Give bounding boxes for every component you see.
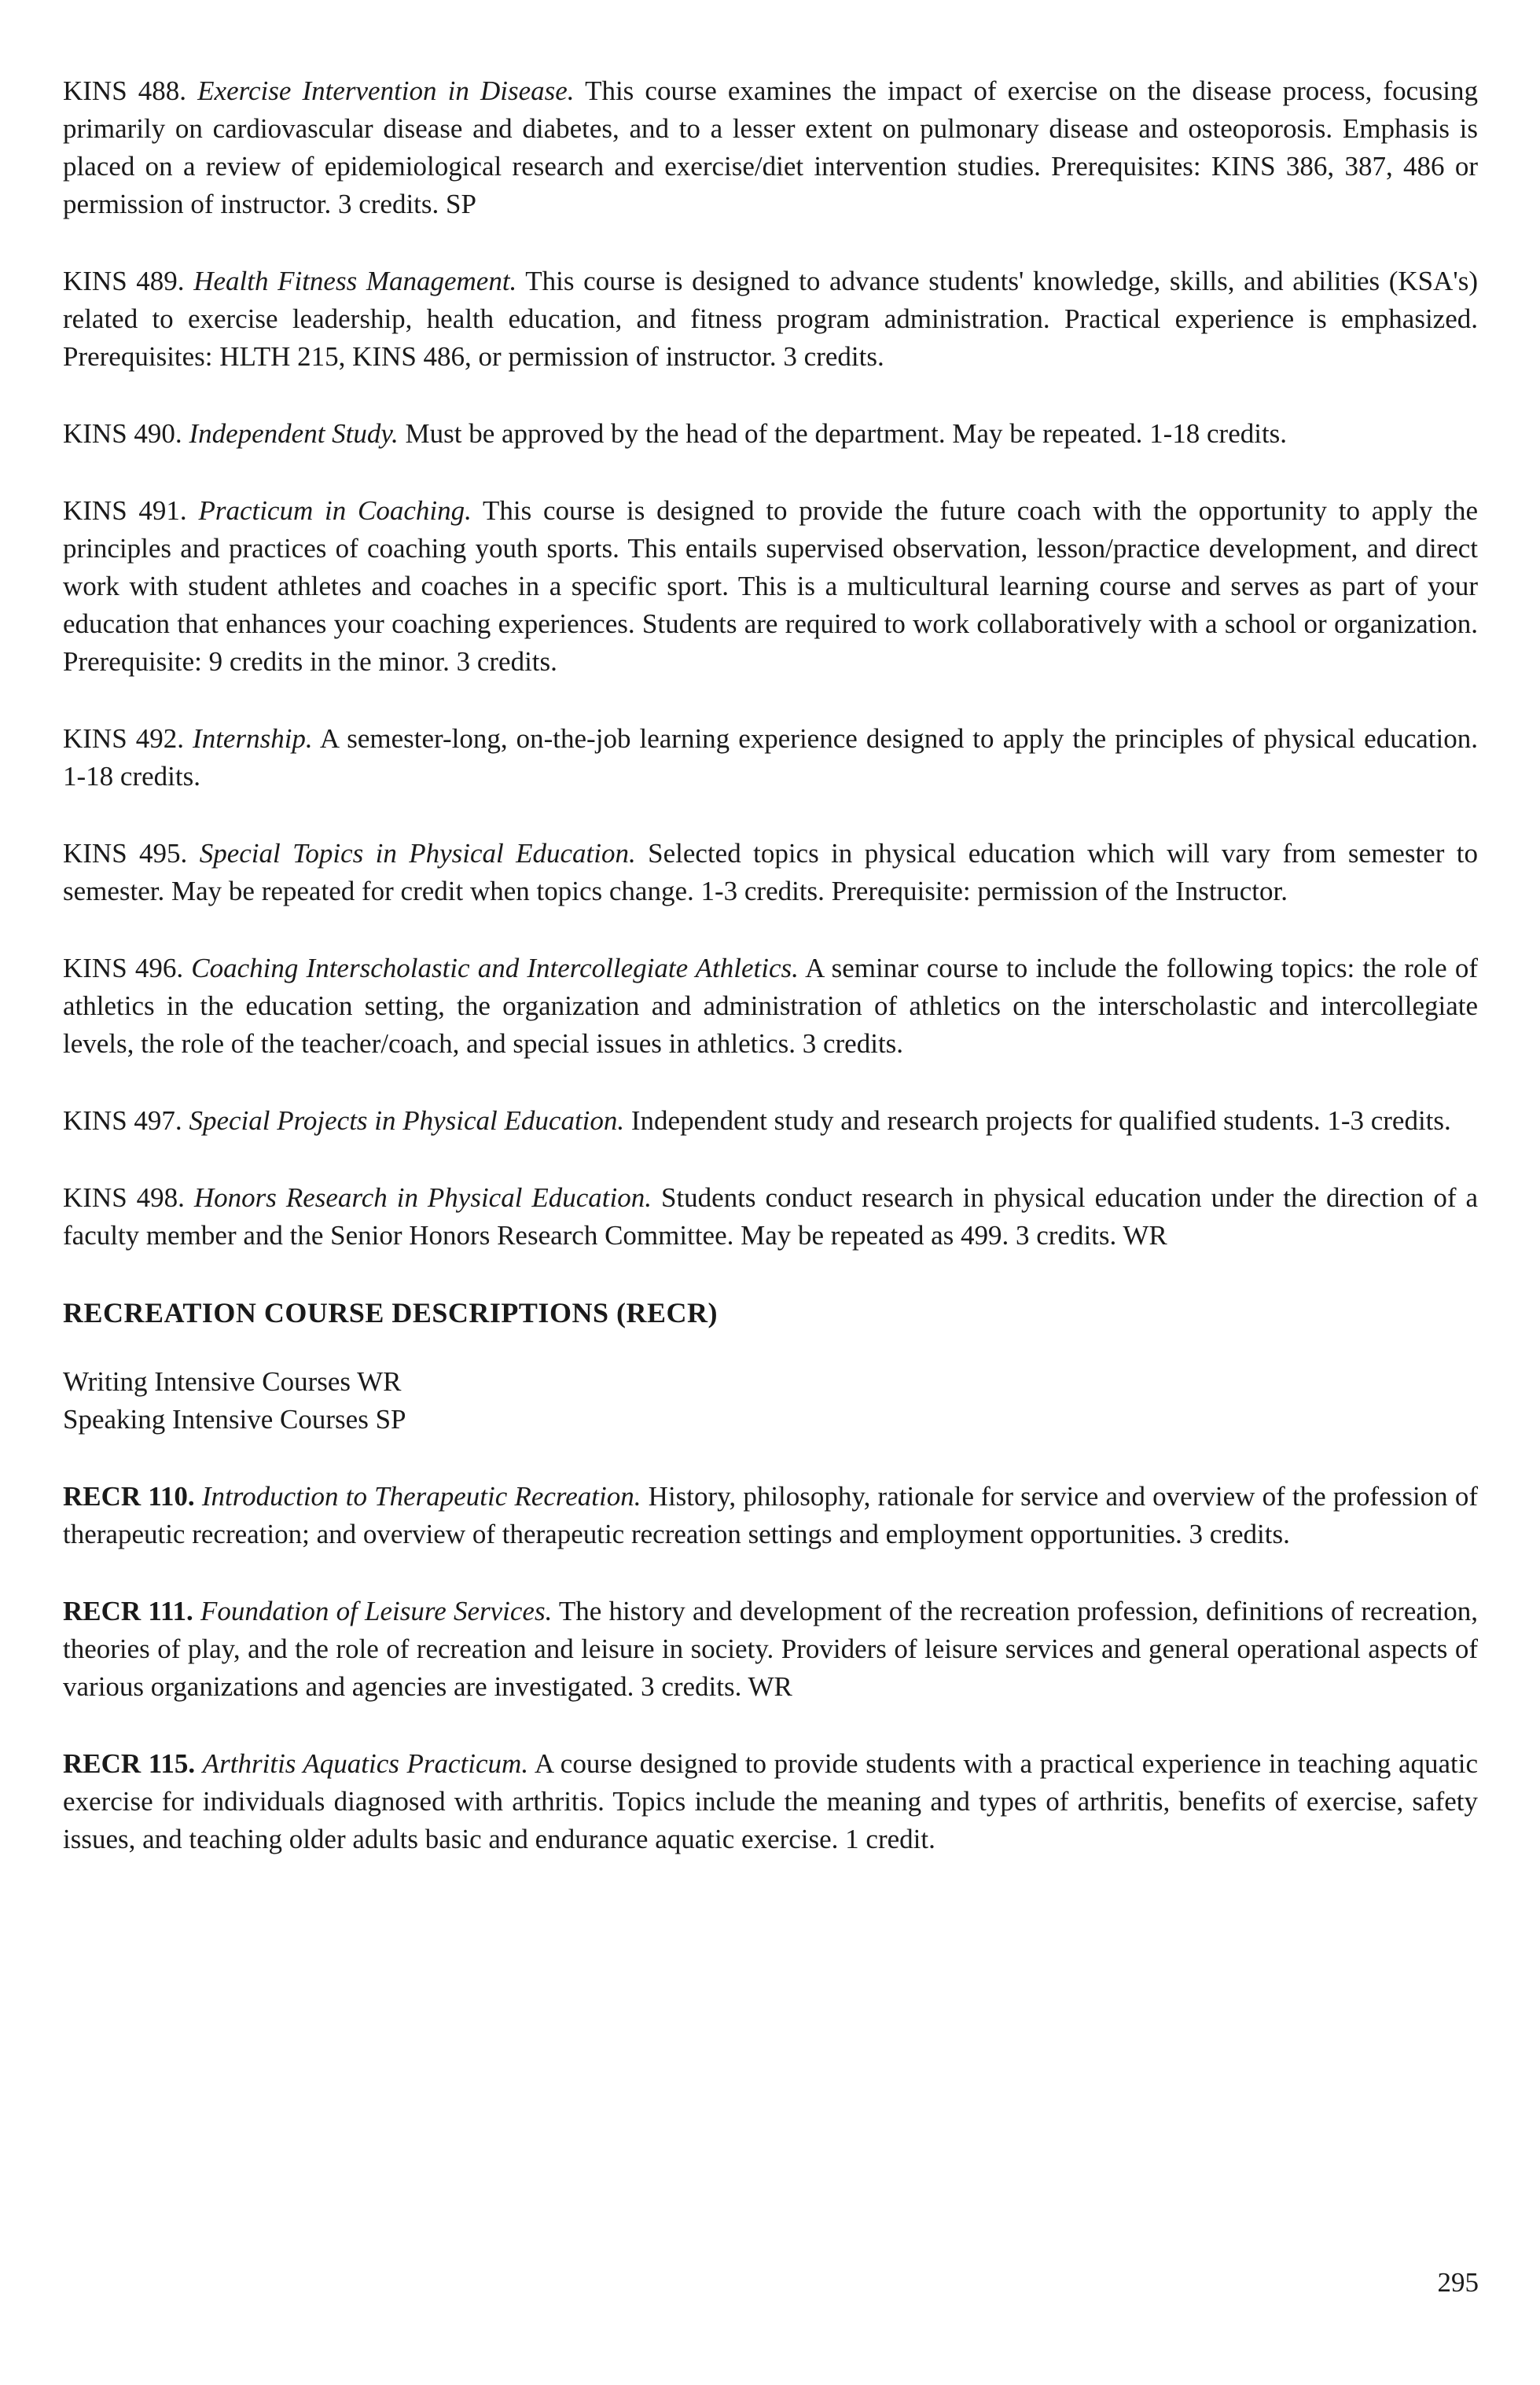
course-title: Introduction to Therapeutic Recreation. bbox=[201, 1481, 641, 1512]
course-title: Coaching Interscholastic and Intercollegiate Athletics. bbox=[191, 953, 799, 983]
course-legend bbox=[63, 1363, 1478, 1439]
course-title: Internship. bbox=[193, 723, 313, 754]
course-title: Exercise Intervention in Disease. bbox=[197, 75, 575, 106]
speaking-intensive-legend: Speaking Intensive Courses SP bbox=[63, 1404, 406, 1435]
course-description: This course examines the impact of exercise on the disease process, focusing primarily on cardiovascular disease and diabetes, and to a lesser extent on pulmonary disease and osteoporosis. Emphasis is placed on a review of epidemiological research and exercise/diet intervention studies. Prerequisites: KINS 386, 387, 486 or permission of instructor. 3 credits. SP bbox=[63, 75, 1478, 219]
writing-intensive-legend: Writing Intensive Courses WR bbox=[63, 1366, 402, 1397]
course-description: This course is designed to advance students' knowledge, skills, and abilities (KSA's) related to exercise leadership, health education, and fitness program administration. Practical experience is emphasized. Prerequisites: HLTH 215, KINS 486, or permission of instructor. 3 credits. bbox=[63, 266, 1478, 372]
course-code: KINS 497. bbox=[63, 1105, 182, 1136]
course-title: Foundation of Leisure Services. bbox=[200, 1596, 553, 1626]
course-entry-kins-498 bbox=[63, 1179, 1478, 1255]
course-code: KINS 491. bbox=[63, 495, 187, 526]
course-code: KINS 496. bbox=[63, 953, 184, 983]
course-entry-kins-496 bbox=[63, 950, 1478, 1063]
course-entry-recr-115 bbox=[63, 1745, 1478, 1858]
course-code: RECR 111. bbox=[63, 1596, 193, 1626]
course-entry-kins-495 bbox=[63, 835, 1478, 910]
course-description: The history and development of the recreation profession, definitions of recreation, theories of play, and the role of recreation and leisure in society. Providers of leisure services and general operational aspects of various organizations and agencies are investigated. 3 credits. WR bbox=[63, 1596, 1479, 1702]
course-code: KINS 495. bbox=[63, 838, 188, 869]
course-entry-recr-110 bbox=[63, 1478, 1478, 1553]
course-title: Special Topics in Physical Education. bbox=[199, 838, 636, 869]
course-code: KINS 498. bbox=[63, 1182, 185, 1213]
course-title: Honors Research in Physical Education. bbox=[193, 1182, 652, 1213]
course-description: Students conduct research in physical education under the direction of a faculty member and the Senior Honors Research Committee. May be repeated as 499. 3 credits. WR bbox=[63, 1182, 1478, 1251]
course-code: KINS 489. bbox=[63, 266, 185, 296]
catalog-page bbox=[63, 72, 1478, 1898]
course-entry-kins-497 bbox=[63, 1102, 1478, 1140]
course-description: This course is designed to provide the future coach with the opportunity to apply the principles and practices of coaching youth sports. This entails supervised observation, lesson/practice development, and direct work with student athletes and coaches in a specific sport. This is a multicultural learning course and serves as part of your education that enhances your coaching experiences. Students are required to work collaboratively with a school or organization. Prerequisite: 9 credits in the minor. 3 credits. bbox=[63, 495, 1478, 677]
course-entry-recr-111 bbox=[63, 1593, 1478, 1706]
course-entry-kins-489 bbox=[63, 263, 1478, 376]
course-description: A semester-long, on-the-job learning experience designed to apply the principles of physical education. 1-18 credits. bbox=[63, 723, 1478, 792]
course-description: Must be approved by the head of the department. May be repeated. 1-18 credits. bbox=[405, 418, 1288, 449]
course-title: Independent Study. bbox=[189, 418, 399, 449]
course-description: A course designed to provide students with a practical experience in teaching aquatic exercise for individuals diagnosed with arthritis. Topics include the meaning and types of arthritis, benefits of exercise, safety issues, and teaching older adults basic and endurance aquatic exercise. 1 credit. bbox=[63, 1748, 1479, 1854]
section-heading: RECREATION COURSE DESCRIPTIONS (RECR) bbox=[63, 1297, 718, 1328]
course-description: Selected topics in physical education which will vary from semester to semester. May be repeated for credit when topics change. 1-3 credits. Prerequisite: permission of the Instructor. bbox=[63, 838, 1478, 906]
course-code: RECR 115. bbox=[63, 1748, 196, 1779]
course-title: Health Fitness Management. bbox=[193, 266, 517, 296]
page-number: 295 bbox=[1437, 2267, 1479, 2298]
course-description: Independent study and research projects for qualified students. 1-3 credits. bbox=[630, 1105, 1451, 1136]
course-entry-kins-492 bbox=[63, 720, 1478, 796]
course-entry-kins-490 bbox=[63, 415, 1478, 453]
course-code: KINS 492. bbox=[63, 723, 184, 754]
course-title: Arthritis Aquatics Practicum. bbox=[202, 1748, 529, 1779]
course-entry-kins-491 bbox=[63, 492, 1478, 681]
course-code: RECR 110. bbox=[63, 1481, 195, 1512]
course-description: History, philosophy, rationale for service and overview of the profession of therapeutic recreation; and overview of therapeutic recreation settings and employment opportunities. 3 credits. bbox=[63, 1481, 1479, 1549]
course-code: KINS 490. bbox=[63, 418, 182, 449]
course-code: KINS 488. bbox=[63, 75, 187, 106]
course-title: Special Projects in Physical Education. bbox=[189, 1105, 625, 1136]
course-description: A seminar course to include the following topics: the role of athletics in the education setting, the organization and administration of athletics on the interscholastic and intercollegiate levels, the role of the teacher/coach, and special issues in athletics. 3 credits. bbox=[63, 953, 1478, 1059]
course-entry-kins-488 bbox=[63, 72, 1478, 223]
course-title: Practicum in Coaching. bbox=[198, 495, 472, 526]
